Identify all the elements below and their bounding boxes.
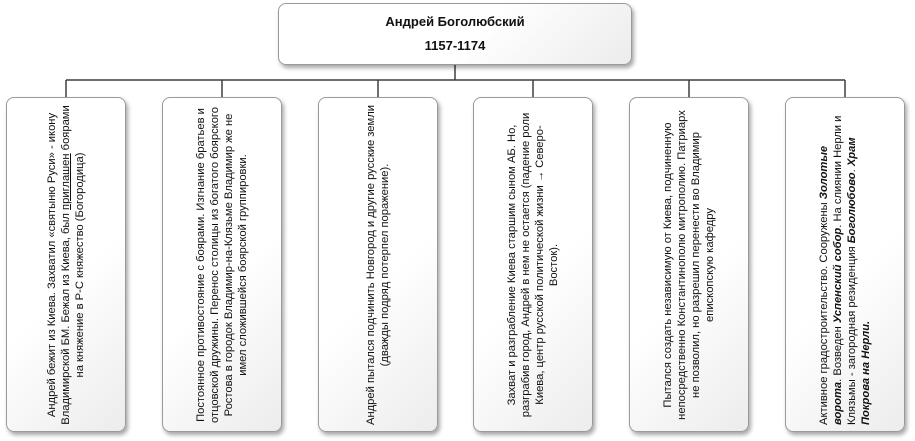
node-novgorod-text: Андрей пытался подчинить Новгород и другие русские земли (дважды подряд потерпел поражение). (364, 104, 391, 425)
root-title: Андрей Боголюбский (385, 14, 525, 29)
node-building-text: Активное градостроительство. Сооружены Золотые ворота. Возведен Успенский собор. На слиянии Нерли и Клязьмы - загородная резиденция Боголюбово. Храм Покрова на Нерли. (817, 115, 873, 425)
assumption-cathedral: Успенский собор (831, 227, 844, 323)
node-escape-text (10, 105, 122, 425)
node-kiev-text: Захват и разграбление Киева старшим сыном АБ. Но, разграбив город, Андрей в нем не остается (падение роли Киева, центр русской политической жизни → Северо-Восток). (505, 112, 561, 417)
node-escape-from-kiev (6, 97, 126, 432)
root-years: 1157-1174 (424, 38, 486, 53)
node-building (785, 97, 905, 432)
church-of-intercession: Храм Покрова на Нерли. (846, 136, 873, 425)
node-metropolis (629, 97, 749, 432)
node-escape-text-underlined: приглашен (59, 152, 72, 210)
bogolyubovo: Боголюбово (846, 171, 858, 243)
node-boyars (162, 97, 282, 432)
golden-gate: Золотые ворота (817, 145, 844, 425)
node-metropolis-text: Пытался создать независимую от Киева, подчиненную непосредственно Константинополю митрополию. Патриарх не позволил, но разрешил перенести во Владимир епископскую кафедру (661, 109, 717, 420)
node-escape-text-part2: боярами на княжение в Р-С княжество (Богородица) (59, 104, 87, 377)
root-node (278, 3, 632, 65)
node-novgorod (318, 97, 438, 432)
node-escape-text-part1: Андрей бежит из Киева. Захватил «святыню Руси» - икону Владимирской БМ. Бежал из Киева, был (45, 112, 72, 425)
node-boyars-text: Постоянное противостояние с боярами. Изгнание братьев и отцовской дружины. Перенос столицы из богатого боярского Ростова в городок Владимир-на-Клязьме Владимир же не имел сложившейся боярской группировки. (194, 106, 250, 423)
node-kiev-sack (473, 97, 593, 432)
